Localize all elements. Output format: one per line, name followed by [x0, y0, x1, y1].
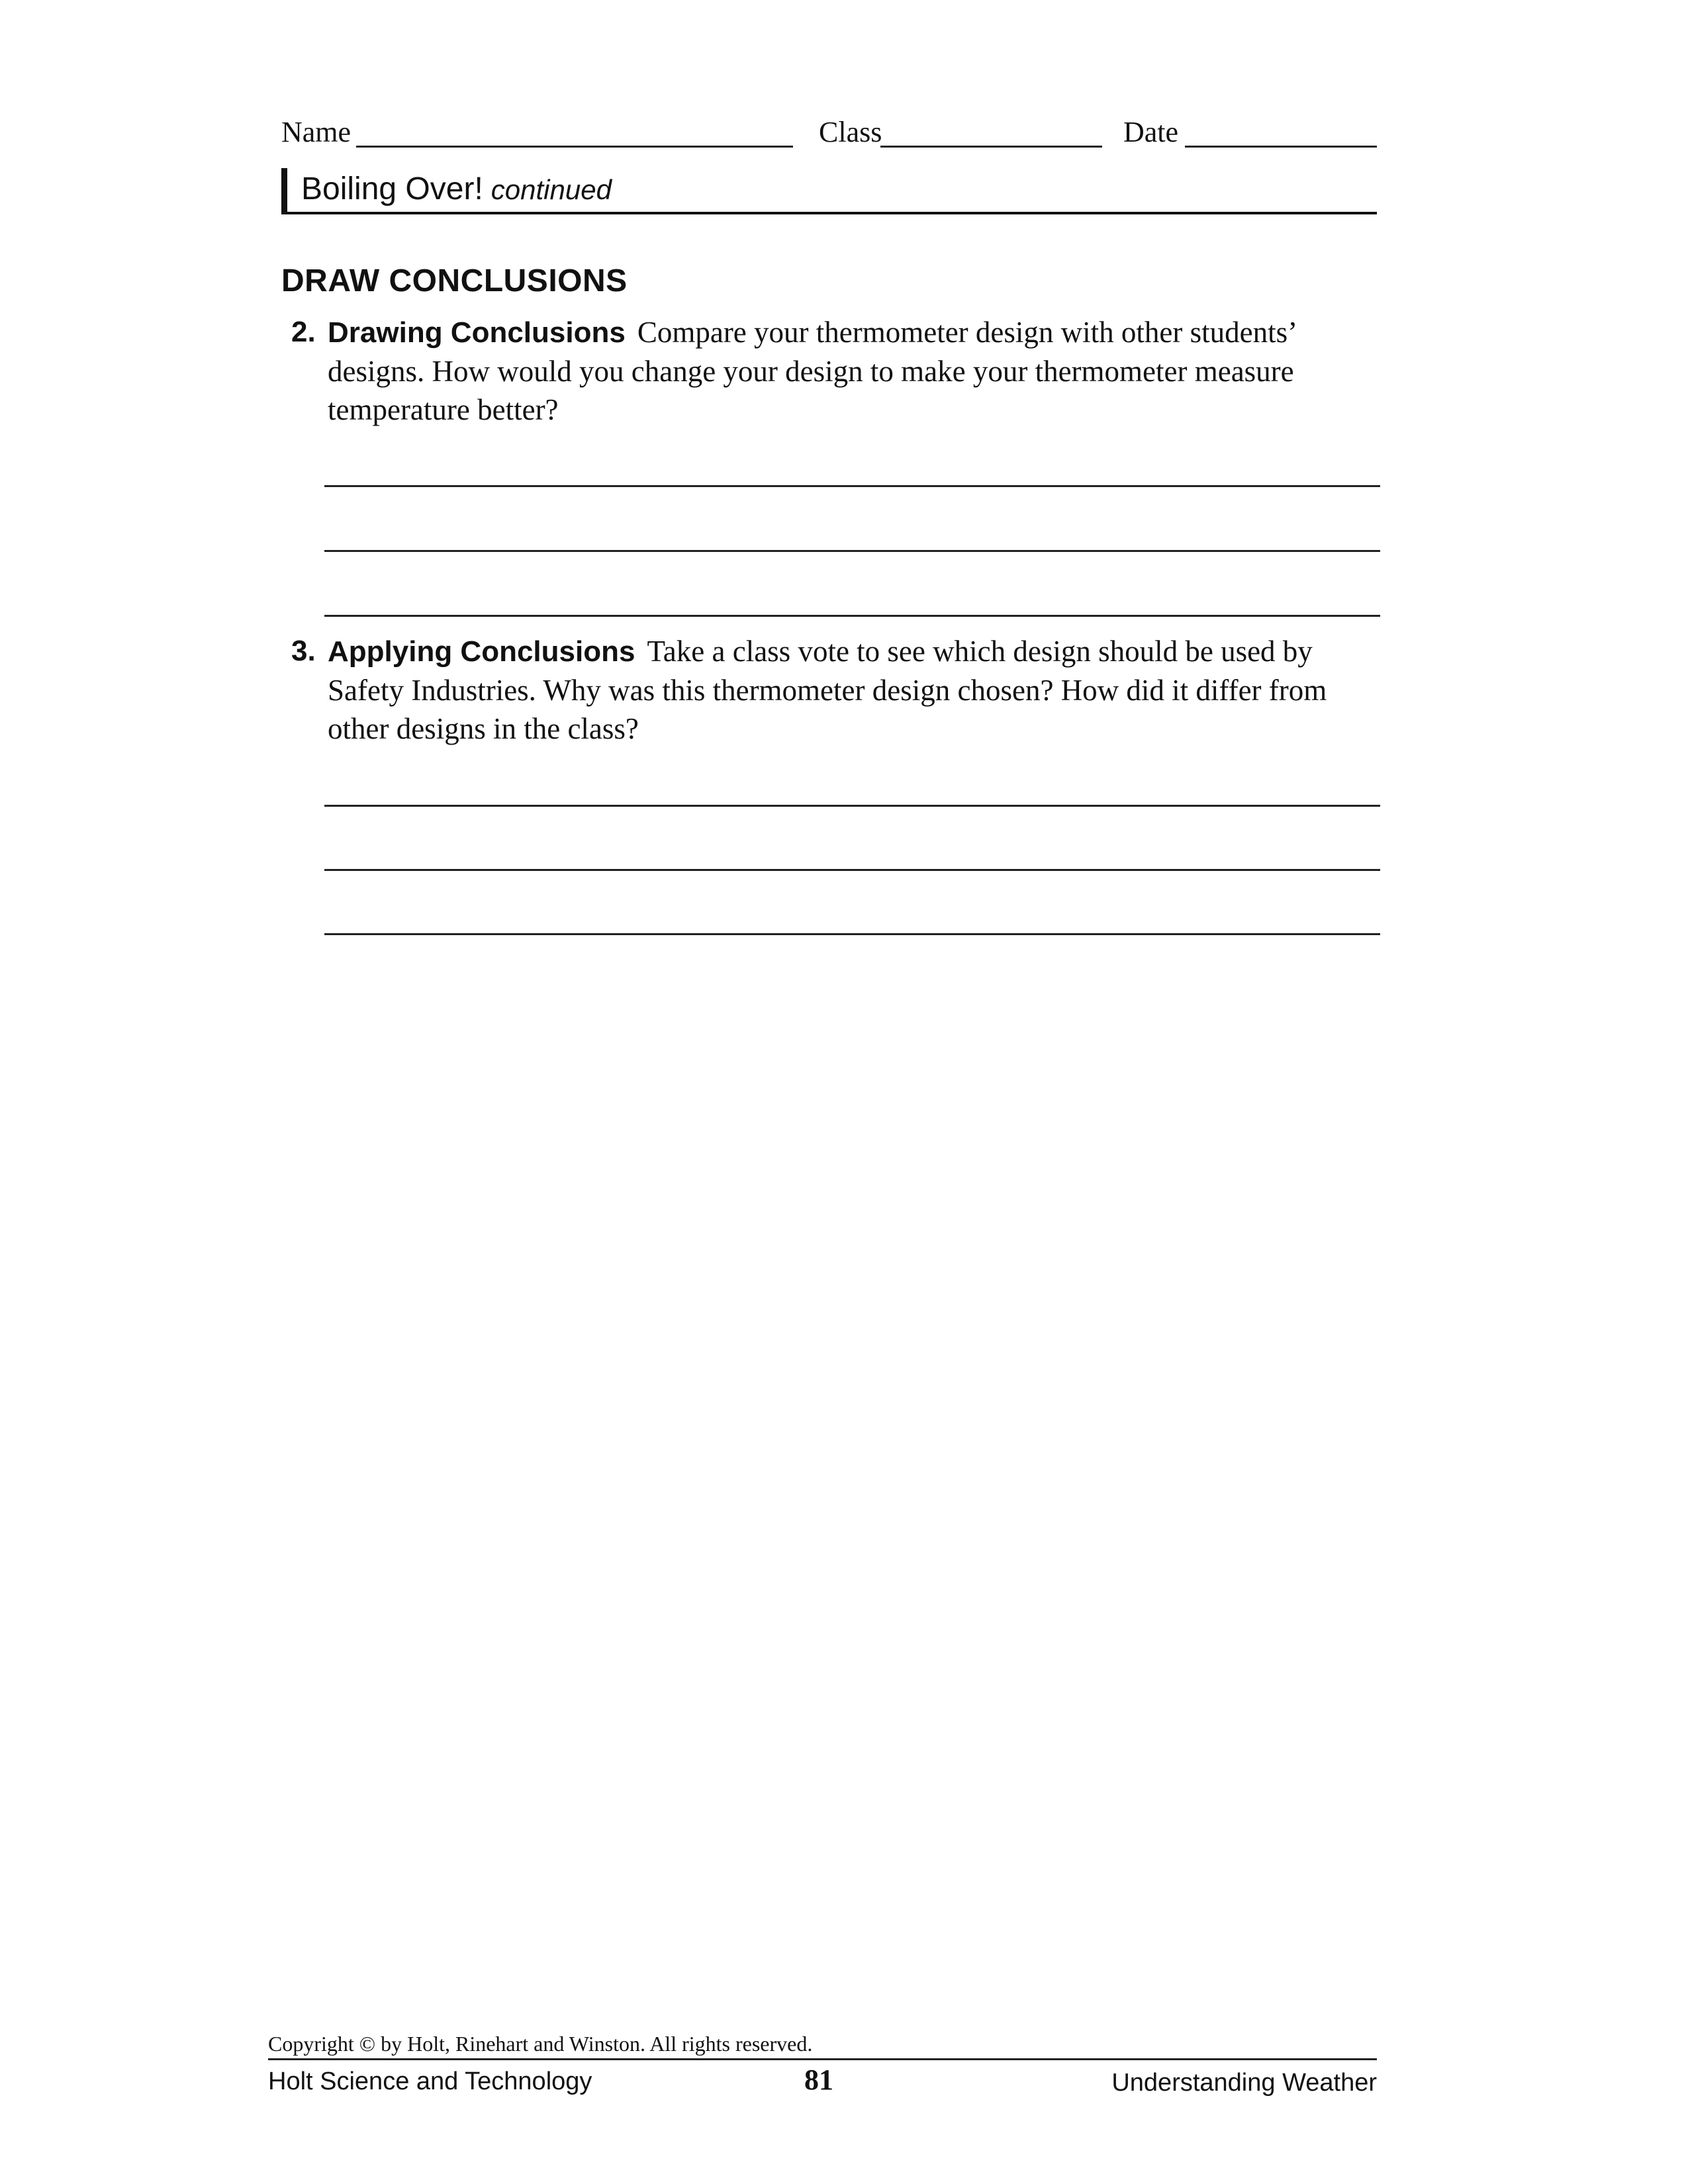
answer-line-q3-1[interactable]: [324, 805, 1380, 807]
question-number: 3.: [291, 635, 316, 667]
footer-chapter-title: Understanding Weather: [1111, 2069, 1377, 2097]
activity-title-main: Boiling Over!: [301, 171, 483, 206]
question-body: [328, 632, 1390, 748]
question-2: [291, 313, 1390, 429]
answer-line-q2-1[interactable]: [324, 485, 1380, 487]
activity-title-continued: continued: [491, 174, 612, 205]
page-number: 81: [804, 2064, 833, 2096]
copyright-notice: Copyright © by Holt, Rinehart and Winston. All rights reserved.: [268, 2032, 813, 2056]
question-body: [328, 313, 1390, 429]
activity-title: [301, 169, 612, 210]
question-number: 2.: [291, 316, 316, 348]
name-field[interactable]: [356, 146, 793, 148]
question-text: Compare your thermometer design with other students’ designs. How would you change your design to make your thermometer measure temperature better?: [328, 316, 1295, 426]
date-field[interactable]: [1185, 146, 1377, 148]
date-label: Date: [1123, 116, 1179, 148]
footer-rule: [268, 2058, 1377, 2060]
answer-line-q3-3[interactable]: [324, 933, 1380, 935]
title-rule: [281, 212, 1377, 214]
question-3: [291, 632, 1390, 748]
title-marker: [281, 168, 287, 212]
activity-title-bar: [281, 168, 1377, 214]
question-title: Drawing Conclusions: [328, 316, 626, 349]
section-heading: DRAW CONCLUSIONS: [281, 263, 628, 298]
class-field[interactable]: [880, 146, 1102, 148]
name-label: Name: [281, 116, 352, 148]
answer-line-q3-2[interactable]: [324, 869, 1380, 871]
answer-line-q2-3[interactable]: [324, 615, 1380, 617]
footer-book-title: Holt Science and Technology: [268, 2068, 592, 2095]
question-text: Take a class vote to see which design should be used by Safety Industries. Why was this thermometer design chosen? How did it differ from other designs in the class?: [328, 635, 1327, 745]
question-title: Applying Conclusions: [328, 635, 635, 668]
answer-line-q2-2[interactable]: [324, 550, 1380, 552]
class-label: Class: [819, 116, 882, 148]
